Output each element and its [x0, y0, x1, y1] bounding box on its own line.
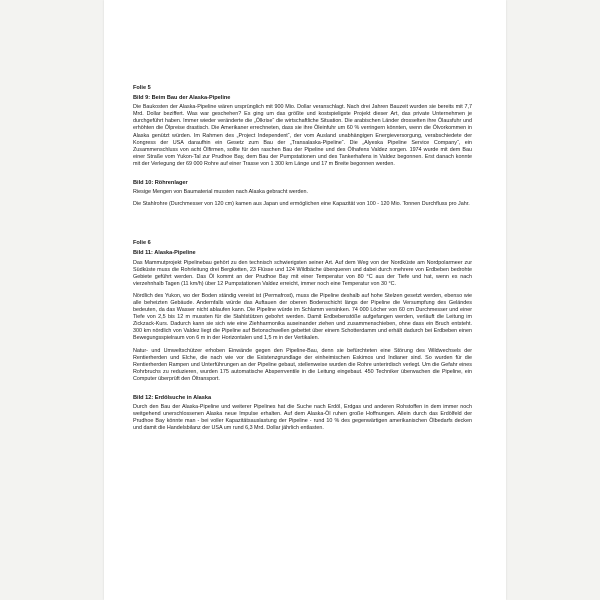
section-title: Bild 12: Erdölsuche in Alaska: [133, 395, 212, 401]
paragraph: Natur- und Umweltschützer erhoben Einwände gegen den Pipeline-Bau, denn sie befürchteten eine Störung des Wildwechsels der Rentierherden und Elche, die nach wie vor die Existenzgrundlage der einheimischen Eskimos und Indianer sind. So wurden für die Rentierherden Rampen und Unterführungen an der Pipeline gebaut, stellenweise wurden die Rohre unterirdisch verlegt. Um die Gefahr eines Rohrbruchs zu reduzieren, wurden 175 automatische Absperrventile in die Leitung eingebaut. 450 Techniker überwachen die Pipeline, ein Computer überprüft den Öltransport.: [133, 347, 472, 382]
section-title: Bild 11: Alaska-Pipeline: [133, 250, 196, 257]
paragraph: Das Mammutprojekt Pipelinebau gehört zu den technisch schwierigsten seiner Art. Auf dem Weg von der Nordküste am Nordpolarmeer zur Südküste muss die Rohrleitung drei Bergketten, 23 Flüsse und 124 Wildbäche überqueren und dabei durch mehrere von Erdbeben bedrohte Gebiete geführt werden. Das Öl kommt an der Prudhoe Bay mit einer Temperatur von 80 °C aus der Tiefe und hat, wenn es nach vierzehnhalb Tagen (11 km/h) über 12 Pumpstationen Valdez erreicht, immer noch eine Temperatur von 30 °C.: [133, 259, 472, 287]
slide-heading: Folie 6: [133, 240, 151, 247]
document-content: [133, 85, 472, 437]
paragraph: Riesige Mengen von Baumaterial mussten nach Alaska gebracht werden.: [133, 189, 308, 196]
paragraph: Die Stahlrohre (Durchmesser von 120 cm) kamen aus Japan und ermöglichen eine Kapazität von 100 - 120 Mio. Tonnen Durchfluss pro Jahr.: [133, 201, 470, 208]
slide-heading: Folie 5: [133, 85, 151, 91]
paragraph: Durch den Bau der Alaska-Pipeline und weiterer Pipelines hat die Suche nach Erdöl, Erdgas und anderen Rohstoffen in dem immer noch weitgehend unerschlossenen Alaska neue Impulse erhalten. Auf dem Alaska-Öl ruhen große Hoffnungen. Allein durch das Erdölfeld der Prudhoe Bay könnte man - bei voller Kapazitätsauslastung der Pipeline - rund 10 % des gegenwärtigen amerikanischen Ölbedarfs decken und damit die Handelsbilanz der USA um rund 6,3 Mrd. Dollar jährlich entlasten.: [133, 404, 472, 432]
section-title: Bild 10: Röhrenlager: [133, 180, 188, 187]
document-page: [104, 0, 506, 600]
paragraph: Die Baukosten der Alaska-Pipeline wären ursprünglich mit 900 Mio. Dollar veranschlagt. Nach drei Jahren Bauzeit wurden sie bereits mit 7,7 Mrd. Dollar beziffert. Was war geschehen? Es ging um das größte und kostspieligste Projekt dieser Art, das private Unternehmen je durchgeführt haben. Immer wieder veränderte die „Ölkrise“ die wirtschaftliche Situation. Die arabischen Länder drosselten ihre Ölausfuhr und erhöhten die Ölpreise drastisch. Die Amerikaner errechneten, dass sie ihre Öleinfuhr um 60 % verringern könnten, wenn die Ölvorkommen in Alaska genützt würden. Im Rahmen des „Project Independent“, der vom Ausland unabhängigen Energieversorgung, verabschiedete der Kongress der USA daraufhin ein Gesetz zum Bau der „Transalaska-Pipeline“. Die „Alyeska Pipeline Service Company“, ein Zusammenschluss von acht Ölfirmen, sollte für den raschen Bau der Pipeline und des Ölhafens Valdez sorgen. 1974 wurde mit dem Bau einer Straße vom Yukon-Tal zur Prudhoe Bay, dem Bau der Pumpstationen und des Tankerhafens in Valdez begonnen. Erst danach konnte mit der Verlegung der 69 000 Rohre auf einer Trasse von 1 300 km Länge und 17 m Breite begonnen werden.: [133, 104, 472, 167]
section-title: Bild 9: Beim Bau der Alaska-Pipeline: [133, 95, 231, 102]
paragraph: Nördlich des Yukon, wo der Boden ständig vereist ist (Permafrost), muss die Pipeline deshalb auf hohe Stelzen gesetzt werden, ebenso wie alle beheizten Gebäude. Andernfalls würde das Auftauen der oberen Bodenschicht längs der Pipeline die Versumpfung des Geländes bedeuten, da das Wasser nicht ablaufen kann. Die Pipeline würde im Schlamm versinken. 74 000 Löcher von 60 cm Durchmesser und einer Tiefe von 2,5 bis 12 m mussten für die Stahlstützen gebohrt werden. Damit Erdbebenstöße aufgefangen werden, verläuft die Leitung im Zickzack-Kurs. Dadurch kann sie sich wie eine Ziehharmonika auseinander ziehen und zusammenschieben, ohne dass ein Bruch entsteht. 300 km nördlich von Valdez liegt die Pipeline auf Betonschwellen gebettet über einem Schotterdamm und erhält dadurch bei Erdbeben einen Bewegungsspielraum von 6 m in der Horizontalen und 1,5 m in der Vertikalen.: [133, 292, 472, 342]
